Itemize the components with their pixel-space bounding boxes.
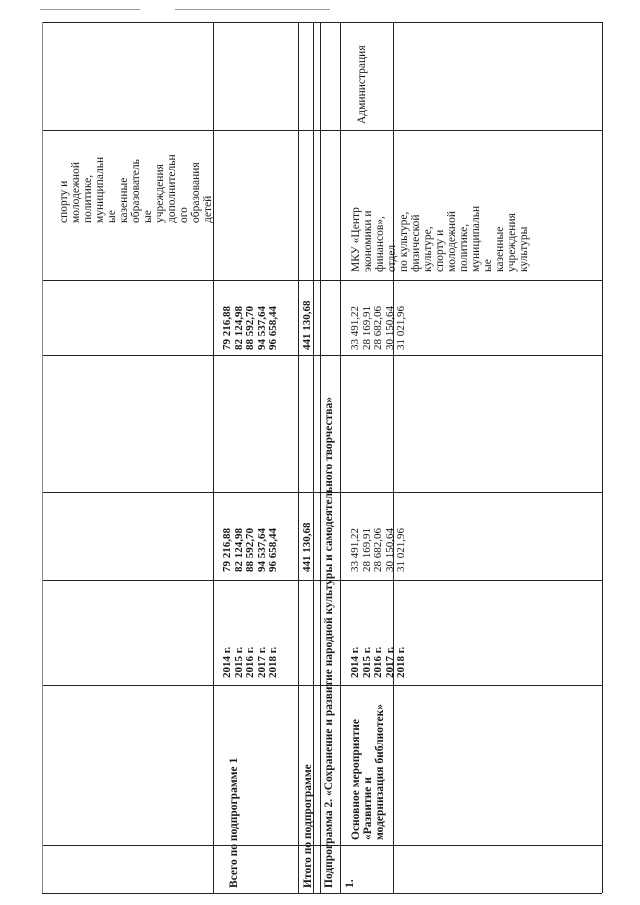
value: 31 021,96 [395, 306, 407, 350]
text-line: по культуре, [398, 211, 410, 272]
text-line: политике, [82, 174, 94, 223]
subprogram1-years [222, 647, 280, 678]
subprogram1-values-all [222, 528, 280, 572]
year: 2018 г. [267, 646, 279, 678]
text-line: Основное мероприятие [350, 718, 362, 840]
text-line: ые [106, 210, 118, 223]
activity1-years [350, 647, 408, 678]
table-border [42, 130, 602, 131]
activity1-name [350, 704, 386, 840]
text-line: муниципальн [94, 156, 106, 223]
table-border [313, 22, 314, 893]
table-border-bottom [42, 893, 602, 894]
text-line: молодежной [70, 162, 82, 223]
table-border [320, 22, 321, 893]
value: 94 537,64 [255, 528, 268, 572]
subprogram1-total-label: Всего по подпрограмме 1 [228, 757, 240, 888]
activity1-number: 1. [344, 879, 356, 888]
table-border [298, 22, 299, 893]
subprogram-total-value-local [302, 301, 314, 351]
text-line: учреждения [506, 213, 518, 272]
text-line: политике, [458, 223, 470, 272]
text-line: ого [178, 207, 190, 223]
value: 441 130,68 [301, 300, 313, 350]
value: 82 124,98 [232, 306, 245, 350]
value: 96 658,44 [267, 528, 279, 572]
text-line: молодежной [446, 211, 458, 272]
year: 2015 г. [360, 646, 373, 678]
text-line: образователь [130, 159, 142, 223]
value: 82 124,98 [232, 528, 245, 572]
value: 88 592,70 [244, 306, 256, 350]
text-line: МКУ «Центр [350, 207, 362, 272]
text-line: модернизация библиотек» [374, 703, 386, 840]
year: 2016 г. [244, 646, 256, 678]
text-line: учреждения [154, 164, 166, 223]
subprogram2-title: Подпрограмма 2. «Сохранение и развитие народной культуры и самодеятельного творчества» [323, 397, 335, 888]
year: 2017 г. [255, 646, 268, 678]
text-line: спорту и [58, 180, 70, 223]
value: 31 021,96 [395, 528, 407, 572]
table-border [393, 22, 394, 893]
value: 30 150,64 [383, 528, 396, 572]
value: 79 216,88 [221, 528, 233, 572]
table-border-right [602, 22, 603, 893]
year: 2016 г. [372, 646, 384, 678]
value: 28 682,06 [372, 528, 384, 572]
table-border-left [42, 22, 43, 893]
value: 28 169,91 [360, 528, 373, 572]
subprogram1-values-local [222, 306, 280, 350]
table-border [340, 22, 341, 893]
table-border-top [42, 22, 602, 23]
year: 2014 г. [221, 646, 233, 678]
value: 33 491,22 [349, 528, 361, 572]
text-line: культуры [518, 226, 530, 272]
executor-cell-continued [58, 154, 214, 223]
activity1-coexecutor: Администрация [356, 45, 368, 124]
table-border [42, 492, 602, 493]
text-line: дополнительн [166, 154, 178, 223]
value: 28 682,06 [372, 306, 384, 350]
value: 79 216,88 [221, 306, 233, 350]
value: 28 169,91 [360, 306, 373, 350]
text-line: финансов», [374, 216, 386, 272]
value: 88 592,70 [244, 528, 256, 572]
table-border [42, 280, 602, 281]
activity1-executor [350, 206, 530, 272]
text-line: образования [190, 162, 202, 223]
text-line: «Развитие и [362, 777, 374, 840]
text-line: ые [142, 210, 154, 223]
text-line: казенные [118, 177, 130, 223]
subprogram-total-label: Итого по подпрограмме [302, 764, 314, 888]
table-border [213, 22, 214, 893]
text-line: культуре, [422, 226, 434, 272]
table-border [42, 580, 602, 581]
scan-artifact-line [175, 9, 330, 10]
table-border [42, 845, 602, 846]
value: 441 130,68 [301, 522, 313, 572]
scan-artifact-line [40, 9, 140, 10]
text-line: спорту и [434, 229, 446, 272]
text-line: отдел [386, 244, 398, 272]
value: 94 537,64 [255, 306, 268, 350]
value: 30 150,64 [383, 306, 396, 350]
year: 2017 г. [383, 646, 396, 678]
subprogram-total-value-all [302, 523, 314, 573]
year: 2014 г. [349, 646, 361, 678]
value: 96 658,44 [267, 306, 279, 350]
text-line: физической [410, 214, 422, 272]
activity1-values-local [350, 306, 408, 350]
text-line: детей [202, 195, 214, 223]
text-line: казенные [494, 226, 506, 272]
value: 33 491,22 [349, 306, 361, 350]
text-line: экономики и [362, 210, 374, 272]
year: 2015 г. [232, 646, 245, 678]
year: 2018 г. [395, 646, 407, 678]
table-border [42, 685, 602, 686]
text-line: муниципальн [470, 205, 482, 272]
text-line: ые [482, 259, 494, 272]
activity1-values-all [350, 528, 408, 572]
table-border [42, 355, 602, 356]
